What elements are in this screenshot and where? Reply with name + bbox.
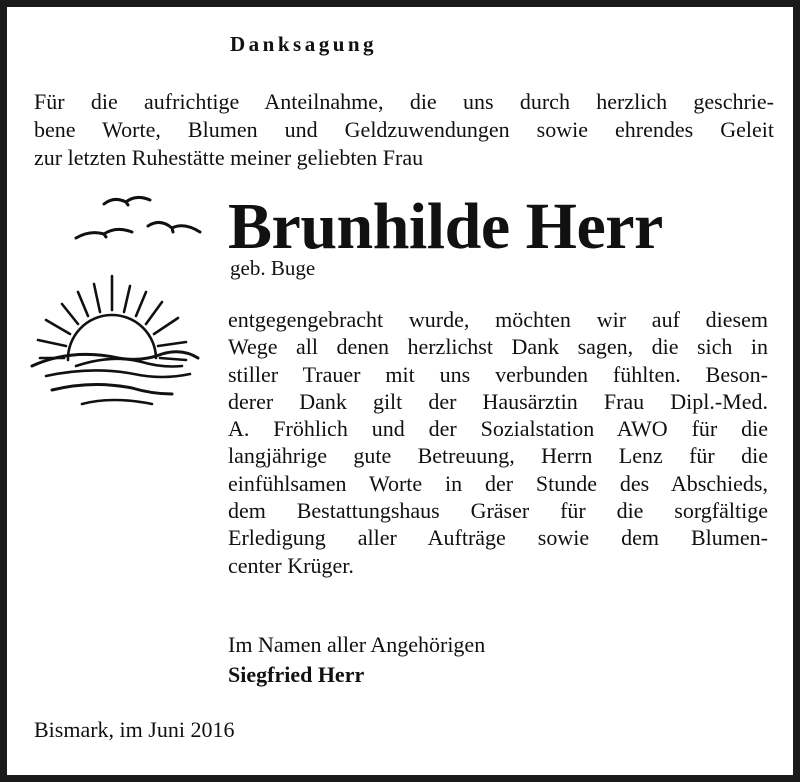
body-line: dem Bestattungshaus Gräser für die sorgfältige: [228, 498, 768, 524]
intro-line: bene Worte, Blumen und Geldzuwendungen sowie ehrendes Geleit: [34, 117, 774, 142]
birth-name: geb. Buge: [230, 256, 316, 280]
deceased-name: Brunhilde Herr: [228, 190, 663, 263]
body-line: center Krüger.: [228, 552, 354, 578]
sunset-over-hills-icon: [22, 262, 202, 412]
body-line: entgegengebracht wurde, möchten wir auf diesem: [228, 307, 768, 332]
body-line: einfühlsamen Worte in der Stunde des Abschieds,: [228, 470, 768, 496]
body-line: langjährige gute Betreuung, Herrn Lenz für die: [228, 443, 768, 469]
body-paragraph: [228, 306, 768, 579]
body-line: derer Dank gilt der Hausärztin Frau Dipl.-Med.: [228, 388, 768, 414]
intro-line: zur letzten Ruhestätte meiner geliebten Frau: [34, 145, 424, 170]
heading: Danksagung: [230, 32, 378, 56]
intro-paragraph: [34, 88, 774, 172]
body-line: Wege all denen herzlichst Dank sagen, die sich in: [228, 334, 768, 360]
body-line: A. Fröhlich und der Sozialstation AWO für die: [228, 416, 768, 442]
signer-name: Siegfried Herr: [228, 662, 365, 687]
body-line: stiller Trauer mit uns verbunden fühlten. Beson-: [228, 361, 768, 387]
intro-line: Für die aufrichtige Anteilnahme, die uns durch herzlich geschrie-: [34, 89, 774, 114]
signature-block: [228, 630, 485, 690]
body-line: Erledigung aller Aufträge sowie dem Blumen-: [228, 525, 768, 551]
place-date: Bismark, im Juni 2016: [34, 717, 235, 742]
flying-birds-icon: [74, 192, 214, 252]
closing-phrase: Im Namen aller Angehörigen: [228, 632, 486, 657]
